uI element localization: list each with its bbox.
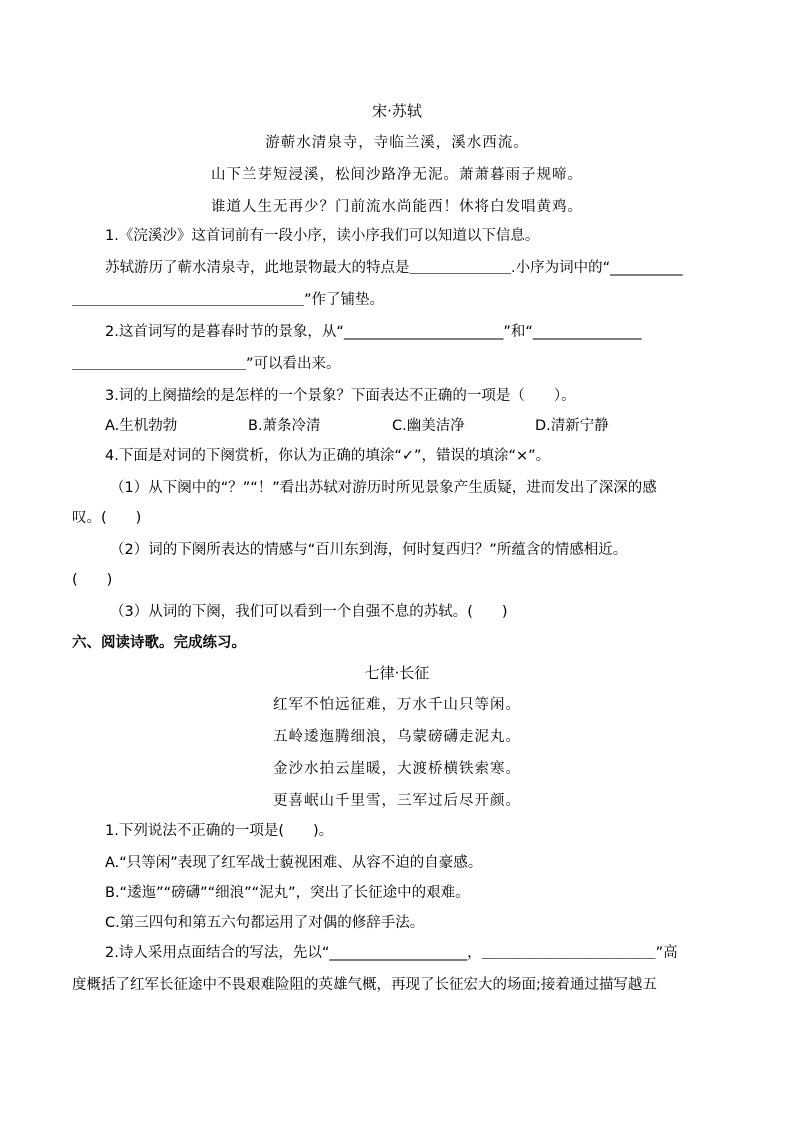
poem1-line-3: 谁道人生无再少？门前流水尚能西！休将白发唱黄鸡。 — [211, 199, 583, 215]
question-3-option-d: D.清新宁静 — [535, 418, 609, 434]
poem2-line-1: 红军不怕远征难，万水千山只等闲。 — [273, 697, 521, 713]
question-4-statement-3: （3）从词的下阕，我们可以看到一个自强不息的苏轼。( ) — [110, 604, 508, 620]
poem2-title: 七律·长征 — [364, 664, 430, 682]
question-3-option-c: C.幽美洁净 — [392, 418, 465, 434]
poem2-question-2-line-1: 2.诗人采用点面结合的写法，先以“___________________，＿＿＿＿＿＿＿＿＿＿＿＿”高 — [105, 945, 678, 961]
question-3-text: 3.词的上阕描绘的是怎样的一个景象？下面表达不正确的一项是（ ）。 — [105, 388, 576, 404]
poem2-line-2: 五岭逶迤腾细浪，乌蒙磅礴走泥丸。 — [273, 729, 521, 745]
poem1-author: 宋·苏轼 — [372, 102, 422, 120]
question-4-statement-2: （2）词的下阕所表达的情感与“百川东到海，何时复西归？”所蕴含的情感相近。 — [110, 542, 628, 558]
question-3-option-a: A.生机勃勃 — [105, 418, 178, 434]
question-2-line-1: 2.这首词写的是暮春时节的景象，从“______________________”和“_______________ — [105, 324, 642, 340]
poem2-question-1-option-b: B.“逶迤”“磅礴”“细浪”“泥丸”，突出了长征途中的艰难。 — [105, 885, 470, 901]
question-1-line-1: 苏轼游历了蕲水清泉寺，此地景物最大的特点是＿＿＿＿＿＿＿.小序为词中的“__________ — [105, 260, 683, 276]
question-1-intro: 1.《浣溪沙》这首词前有一段小序，读小序我们可以知道以下信息。 — [105, 228, 540, 244]
question-4-statement-2-end: ( ) — [72, 572, 113, 588]
section-6-heading: 六、阅读诗歌。完成练习。 — [72, 635, 246, 651]
question-4-text: 4.下面是对词的下阕赏析，你认为正确的填涂“✓”，错误的填涂“×”。 — [105, 448, 551, 464]
poem2-question-1-option-a: A.“只等闲”表现了红军战士藐视困难、从容不迫的自豪感。 — [105, 855, 483, 871]
poem2-question-2-line-2: 度概括了红军长征途中不畏艰难险阻的英雄气概，再现了长征宏大的场面;接着通过描写越五 — [72, 977, 657, 993]
poem2-line-4: 更喜岷山千里雪，三军过后尽开颜。 — [273, 793, 521, 809]
poem2-question-1-text: 1.下列说法不正确的一项是( )。 — [105, 823, 334, 839]
question-2-line-2: ＿＿＿＿＿＿＿＿＿＿＿＿”可以看出来。 — [72, 356, 341, 372]
poem2-line-3: 金沙水拍云崖暖，大渡桥横铁索寒。 — [273, 761, 521, 777]
poem1-line-2: 山下兰芽短浸溪，松间沙路净无泥。萧萧暮雨子规啼。 — [211, 167, 583, 183]
question-4-statement-1-end: 叹。( ) — [72, 510, 142, 526]
question-4-statement-1: （1）从下阕中的“？”“！”看出苏轼对游历时所见景象产生质疑，进而发出了深深的感 — [110, 480, 657, 496]
question-1-line-2: ＿＿＿＿＿＿＿＿＿＿＿＿＿＿＿＿”作了铺垫。 — [72, 292, 385, 308]
poem2-question-1-option-c: C.第三四句和第五六句都运用了对偶的修辞手法。 — [105, 915, 425, 931]
question-3-option-b: B.萧条冷清 — [248, 418, 321, 434]
poem1-line-1: 游蕲水清泉寺，寺临兰溪，溪水西流。 — [265, 135, 529, 151]
